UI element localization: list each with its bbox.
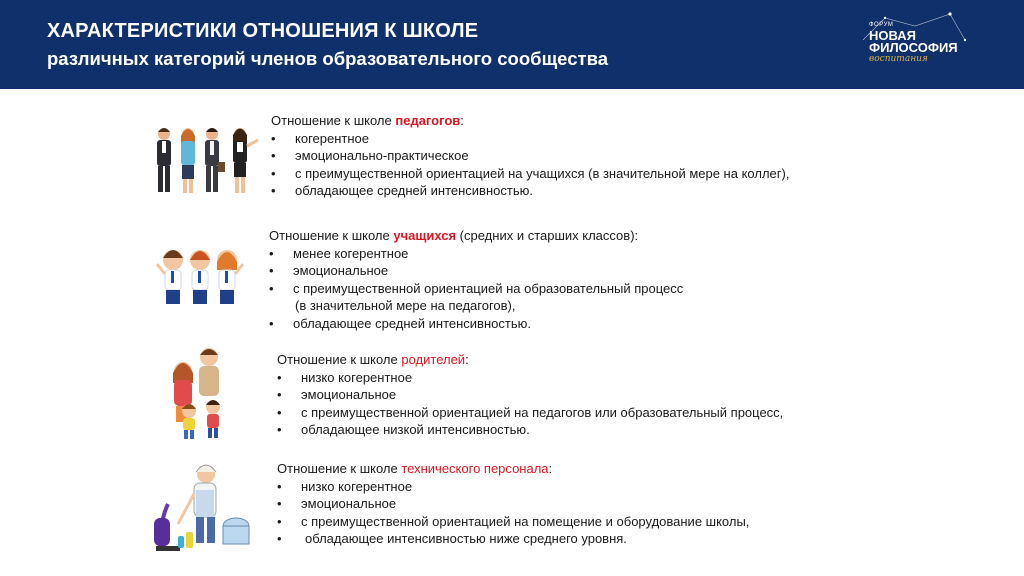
section-students [269,227,683,333]
student-figure-1 [157,250,183,304]
teachers-clipart [150,122,262,198]
list-item: • эмоциональное [277,387,397,403]
section-parents-heading: Отношение к школе родителей: [277,352,469,367]
section-staff-heading: Отношение к школе технического персонала: [277,461,553,476]
student-figure-3 [217,250,243,304]
list-item: • эмоциональное [277,496,397,512]
teacher-figure-2 [181,128,195,193]
list-item: • с преимущественной ориентацией на педагогов или образовательный процесс, [277,404,784,420]
section-teachers-heading: Отношение к школе педагогов: [271,113,464,128]
vacuum-cleaner [154,504,180,551]
child-figure-1 [182,404,196,439]
list-item: • низко когерентное [277,478,413,494]
forum-logo [855,10,975,80]
teachers-bullet-list [271,130,789,200]
list-item: • эмоциональное [269,263,389,279]
list-item: • эмоционально-практическое [271,148,469,164]
list-item: • обладающее интенсивностью ниже среднего уровня. [277,531,627,547]
logo-text-new: НОВАЯ [869,28,916,43]
cleaning-staff-clipart [150,460,252,552]
list-item: • с преимущественной ориентацией на помещение и оборудование школы, [277,513,750,529]
highlight-staff: технического персонала [401,461,549,476]
section-students-heading: Отношение к школе учащихся (средних и старших классов): [269,228,639,243]
list-item: • низко когерентное [277,369,413,385]
cleaner-figure [178,465,216,543]
logo-text-forum: ФОРУМ [869,22,894,28]
teacher-figure-1 [157,128,171,192]
logo-text-education: воспитания [869,54,928,64]
highlight-students: учащихся [393,228,457,243]
list-item-continuation: (в значительной мере на педагогов), [295,298,516,314]
header-bar [0,0,1024,89]
list-item: • обладающее низкой интенсивностью. [277,422,530,438]
father-figure [199,348,219,396]
section-parents [277,351,783,439]
highlight-teachers: педагогов [395,113,461,128]
list-item: • с преимущественной ориентацией на образовательный процесс [269,280,684,296]
list-item: • обладающее средней интенсивностью. [271,183,533,199]
list-item: • обладающее средней интенсивностью. [269,315,531,331]
slide-subtitle: различных категорий членов образовательного сообщества [47,48,608,69]
teacher-figure-4 [233,128,258,193]
slide-title: ХАРАКТЕРИСТИКИ ОТНОШЕНИЯ К ШКОЛЕ [47,20,479,42]
highlight-parents: родителей [401,352,466,367]
teacher-figure-3 [205,128,225,192]
list-item: • менее когерентное [269,245,409,261]
section-teachers [271,112,789,200]
parents-bullet-list [277,369,783,439]
section-technical-staff [277,460,749,548]
parents-clipart [165,345,230,440]
students-bullet-list [269,245,683,333]
list-item: • когерентное [271,130,369,146]
student-figure-2 [190,250,210,304]
child-figure-2 [206,400,220,438]
logo-text-philosophy: ФИЛОСОФИЯ [869,40,958,55]
students-clipart [155,244,245,314]
list-item: • с преимущественной ориентацией на учащихся (в значительной мере на коллег), [271,165,790,181]
staff-bullet-list [277,478,749,548]
